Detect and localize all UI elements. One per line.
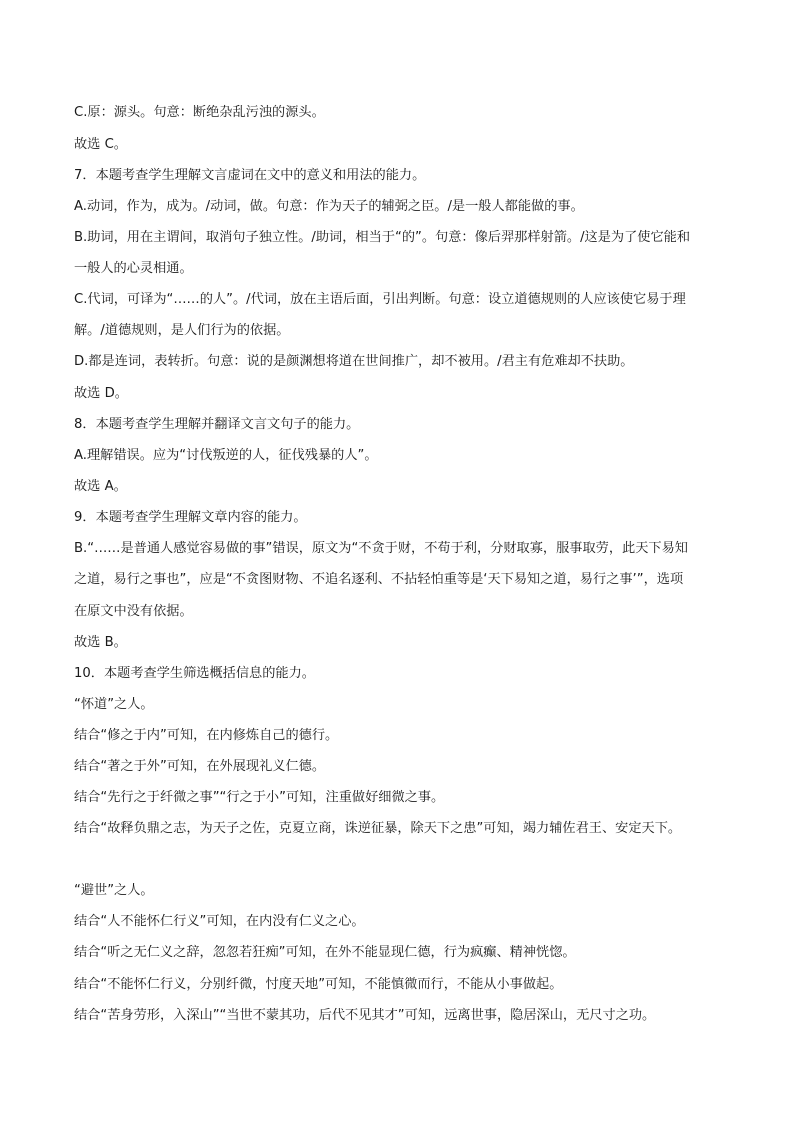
text-line: 结合“故释负鼎之志，为天子之佐，克夏立商，诛逆征暴，除天下之患”可知，竭力辅佐君王、安定天下。 bbox=[74, 821, 682, 836]
text-line: 结合“不能怀仁行义，分别纤微，忖度天地”可知，不能慎微而行，不能从小事做起。 bbox=[74, 977, 563, 992]
text-line: C.原：源头。句意：断绝杂乱污浊的源头。 bbox=[74, 105, 325, 120]
text-line: 故选 D。 bbox=[74, 386, 128, 401]
text-line: B.助词，用在主谓间，取消句子独立性。/助词，相当于“的”。句意：像后羿那样射箭。/这是为了使它能和 bbox=[74, 230, 691, 245]
text-line: A.动词，作为，成为。/动词，做。句意：作为天子的辅弼之臣。/是一般人都能做的事。 bbox=[74, 199, 584, 214]
text-line: 之道，易行之事也”，应是“不贪图财物、不追名逐利、不拈轻怕重等是‘天下易知之道，易行之事’”，选项 bbox=[74, 572, 684, 587]
text-line: C.代词，可译为“……的人”。/代词，放在主语后面，引出判断。句意：设立道德规则的人应该使它易于理 bbox=[74, 292, 686, 307]
text-line: 结合“先行之于纤微之事”“行之于小”可知，注重做好细微之事。 bbox=[74, 790, 445, 805]
text-line: 故选 A。 bbox=[74, 479, 127, 494]
text-line: 结合“人不能怀仁行义”可知，在内没有仁义之心。 bbox=[74, 914, 365, 929]
text-line: 结合“修之于内”可知，在内修炼自己的德行。 bbox=[74, 728, 339, 743]
text-line: “避世”之人。 bbox=[74, 883, 154, 898]
text-line: 8．本题考查学生理解并翻译文言文句子的能力。 bbox=[74, 417, 360, 432]
text-line: 在原文中没有依据。 bbox=[74, 604, 193, 619]
text-line: B.“……是普通人感觉容易做的事”错误，原文为“不贪于财，不苟于利，分财取寡，服事取劳，此天下易知 bbox=[74, 541, 688, 556]
text-line: “怀道”之人。 bbox=[74, 697, 154, 712]
text-line: 解。/道德规则，是人们行为的依据。 bbox=[74, 323, 290, 338]
text-line: 10．本题考查学生筛选概括信息的能力。 bbox=[74, 666, 315, 681]
text-line: 7．本题考查学生理解文言虚词在文中的意义和用法的能力。 bbox=[74, 168, 426, 183]
text-line: 结合“听之无仁义之辞，忽忽若狂痴”可知，在外不能显现仁德，行为疯癫、精神恍惚。 bbox=[74, 945, 576, 960]
text-line: 故选 B。 bbox=[74, 635, 127, 650]
text-line: 故选 C。 bbox=[74, 137, 127, 152]
text-line: D.都是连词，表转折。句意：说的是颜渊想将道在世间推广，却不被用。/君主有危难却不扶助。 bbox=[74, 354, 634, 369]
text-line: A.理解错误。应为“讨伐叛逆的人，征伐残暴的人”。 bbox=[74, 448, 378, 463]
text-line: 9．本题考查学生理解文章内容的能力。 bbox=[74, 510, 307, 525]
text-line: 结合“苦身劳形，入深山”“当世不蒙其功，后代不见其才”可知，远离世事，隐居深山，无尺寸之功。 bbox=[74, 1008, 656, 1023]
text-line: 一般人的心灵相通。 bbox=[74, 261, 193, 276]
text-line: 结合“著之于外”可知，在外展现礼义仁德。 bbox=[74, 759, 326, 774]
